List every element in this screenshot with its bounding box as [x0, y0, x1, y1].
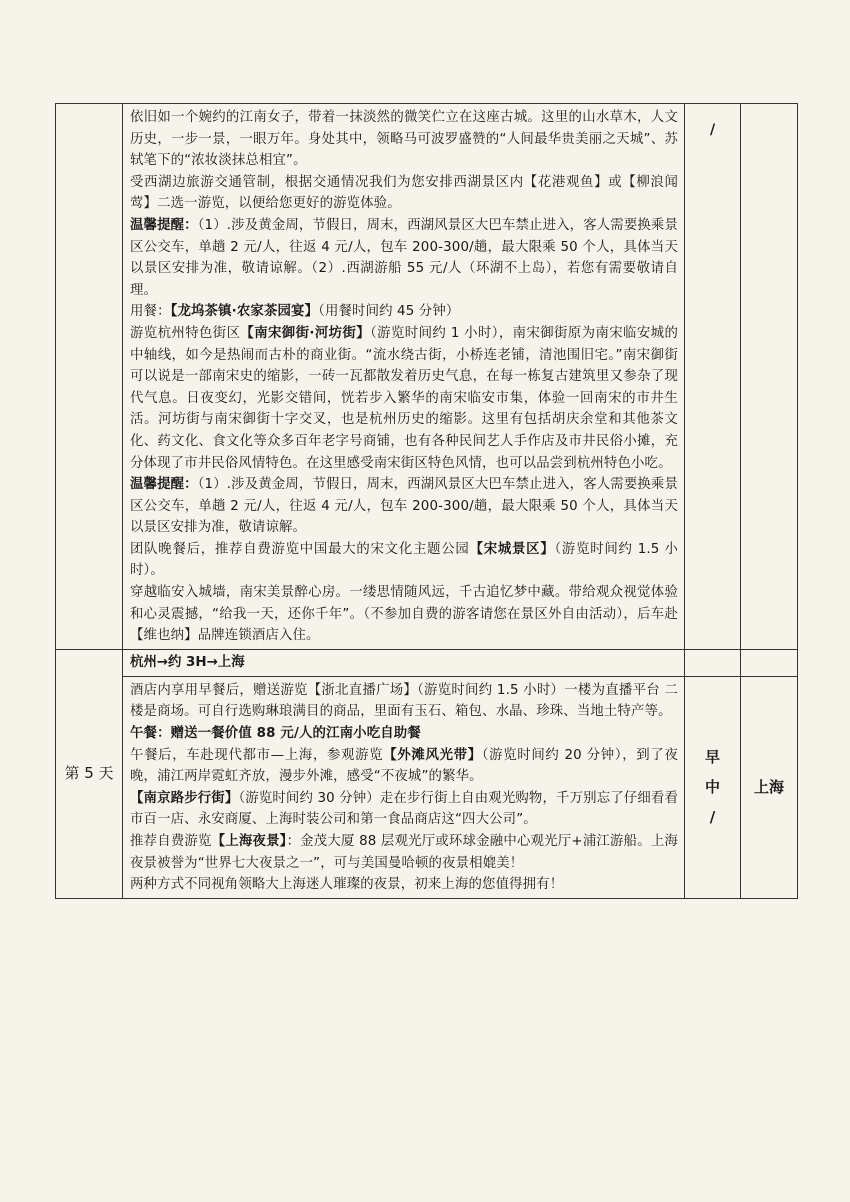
- day5-row: [56, 676, 798, 898]
- bold-text: 【上海夜景】: [211, 834, 287, 849]
- bold-text: 【宋城景区】: [469, 541, 555, 557]
- day5-description: [123, 676, 685, 898]
- text-run: 受西湖边旅游交通管制，根据交通情况我们为您安排西湖景区内【花港观鱼】或【柳浪闻莺】二选一游览，以便给您更好的游览体验。: [130, 174, 678, 212]
- paragraph: [130, 723, 678, 745]
- paragraph: [130, 582, 678, 647]
- text-run: 游览杭州特色街区: [130, 325, 241, 341]
- text-run: （游览时间约 1.5 小时）。: [130, 541, 678, 579]
- bold-text: 【龙坞茶镇·农家茶园宴】: [170, 304, 319, 320]
- paragraph: [130, 107, 678, 172]
- bold-text: 温馨提醒：: [130, 477, 198, 493]
- paragraph: [130, 474, 678, 539]
- day4-meal: /: [709, 122, 716, 138]
- day5-meals: [685, 676, 741, 898]
- paragraph: [130, 680, 678, 723]
- paragraph: [130, 745, 678, 788]
- text-run: （游览时间约 30 分钟）走在步行街上自由观光购物，千万别忘了仔细看看市百一店、永安商厦、上海时装公司和第一食品商店这“四大公司”。: [130, 790, 678, 828]
- bold-text: 【南宋御街·河坊街】: [240, 325, 371, 341]
- bold-text: 【南京路步行街】: [130, 790, 239, 806]
- day4-hotel-cell: [741, 104, 798, 650]
- paragraph: [130, 831, 678, 874]
- text-run: （游览时间约 1 小时），南宋御街原为南宋临安城的中轴线，如今是热闹而古朴的商业街。“流水绕古街，小桥连老铺，清池围旧宅。”南宋御街可以说是一部南宋史的缩影，一砖一瓦都散发着历史气息，在每一栋复古建筑里又参杂了现代气息。日夜变幻，光影交错间，恍若步入繁华的南宋临安市集，体验一回南宋的市井生活。河坊街与南宋御街十字交叉，也是杭州历史的缩影。这里有包括胡庆余堂和其他茶文化、药文化、食文化等众多百年老字号商铺，也有各种民间艺人手作店及市井民俗小摊，充分体现了市井民俗风情特色。在这里感受南宋街区特色风情，也可以品尝到杭州特色小吃。: [130, 325, 678, 471]
- day5-route-row: [56, 649, 798, 676]
- day4-meal-cell: [685, 104, 741, 650]
- day5-meal-breakfast: 早: [704, 748, 720, 767]
- day5-day-label: 第 5 天: [56, 649, 123, 898]
- paragraph: [130, 301, 678, 323]
- paragraph: [130, 215, 678, 301]
- text-run: （用餐时间约 45 分钟）: [318, 304, 460, 320]
- bold-text: 午餐：赠送一餐价值 88 元/人的江南小吃自助餐: [130, 726, 421, 742]
- paragraph: [130, 874, 678, 896]
- day4-day-cell: [56, 104, 123, 650]
- text-run: 酒店内享用早餐后，赠送游览【浙北直播广场】（游览时间约 1.5 小时）一楼为直播平台 二楼是商场。可自行选购琳琅满目的商品，里面有玉石、箱包、水晶、珍珠、当地土特产等。: [130, 682, 678, 720]
- paragraph: [130, 172, 678, 215]
- text-run: ：金茂大厦 88 层观光厅或环球金融中心观光厅+浦江游船。上海夜景被誉为“世界七大夜景之一”，可与美国曼哈顿的夜景相媲美！: [130, 834, 678, 871]
- text-run: 用餐：: [130, 304, 171, 320]
- day5-hotel: 上海: [741, 676, 798, 898]
- bold-text: 温馨提醒：: [130, 217, 198, 233]
- text-run: 两种方式不同视角领略大上海迷人璀璨的夜景，初来上海的您值得拥有！: [130, 877, 564, 893]
- text-run: （1）.涉及黄金周，节假日，周末，西湖风景区大巴车禁止进入，客人需要换乘景区公交车，单趟 2 元/人，往返 4 元/人，包车 200-300/趟，最大限乘 50 个人，具体当天以景区安排为准，敬请谅解。（2）.西湖游船 55 元/人（环湖不上岛），若您有需要敬请自理。: [130, 217, 678, 298]
- paragraph: [130, 539, 678, 582]
- day5-meal-lunch: 中: [704, 778, 720, 797]
- day4-description: [123, 104, 685, 650]
- day5-meal-dinner: /: [709, 808, 716, 827]
- text-run: 午餐后，车赴现代都市—上海，参观游览: [130, 747, 384, 763]
- text-run: 推荐自费游览: [130, 834, 212, 849]
- text-run: 穿越临安入城墙，南宋美景醉心房。一缕思情随风远，千古追忆梦中藏。带给观众视觉体验和心灵震撼，“给我一天，还你千年”。（不参加自费的游客请您在景区外自由活动），后车赴【维也纳】品牌连锁酒店入住。: [130, 585, 678, 644]
- paragraph: [130, 788, 678, 831]
- itinerary-table: [55, 103, 798, 899]
- day5-paragraphs: [130, 680, 678, 896]
- day5-route: 杭州→约 3H→上海: [123, 649, 685, 676]
- paragraph: [130, 323, 678, 474]
- day4-row: [56, 104, 798, 650]
- bold-text: 【外滩风光带】: [383, 747, 482, 763]
- day5-route-hotel-blank: [741, 649, 798, 676]
- day5-route-meal-blank: [685, 649, 741, 676]
- text-run: （游览时间约 20 分钟），到了夜晚，浦江两岸霓虹齐放，漫步外滩，感受“不夜城”的繁华。: [130, 747, 678, 785]
- text-run: （1）.涉及黄金周，节假日，周末，西湖风景区大巴车禁止进入，客人需要换乘景区公交车，单趟 2 元/人，往返 4 元/人，包车 200-300/趟，最大限乘 50 个人，具体当天以景区安排为准，敬请谅解。: [130, 477, 678, 536]
- text-run: 依旧如一个婉约的江南女子，带着一抹淡然的微笑伫立在这座古城。这里的山水草木，人文历史，一步一景，一眼万年。身处其中，领略马可波罗盛赞的“人间最华贵美丽之天城”、苏轼笔下的“浓妆淡抹总相宜”。: [130, 110, 678, 169]
- text-run: 团队晚餐后，推荐自费游览中国最大的宋文化主题公园: [130, 541, 470, 557]
- day4-paragraphs: [130, 107, 678, 647]
